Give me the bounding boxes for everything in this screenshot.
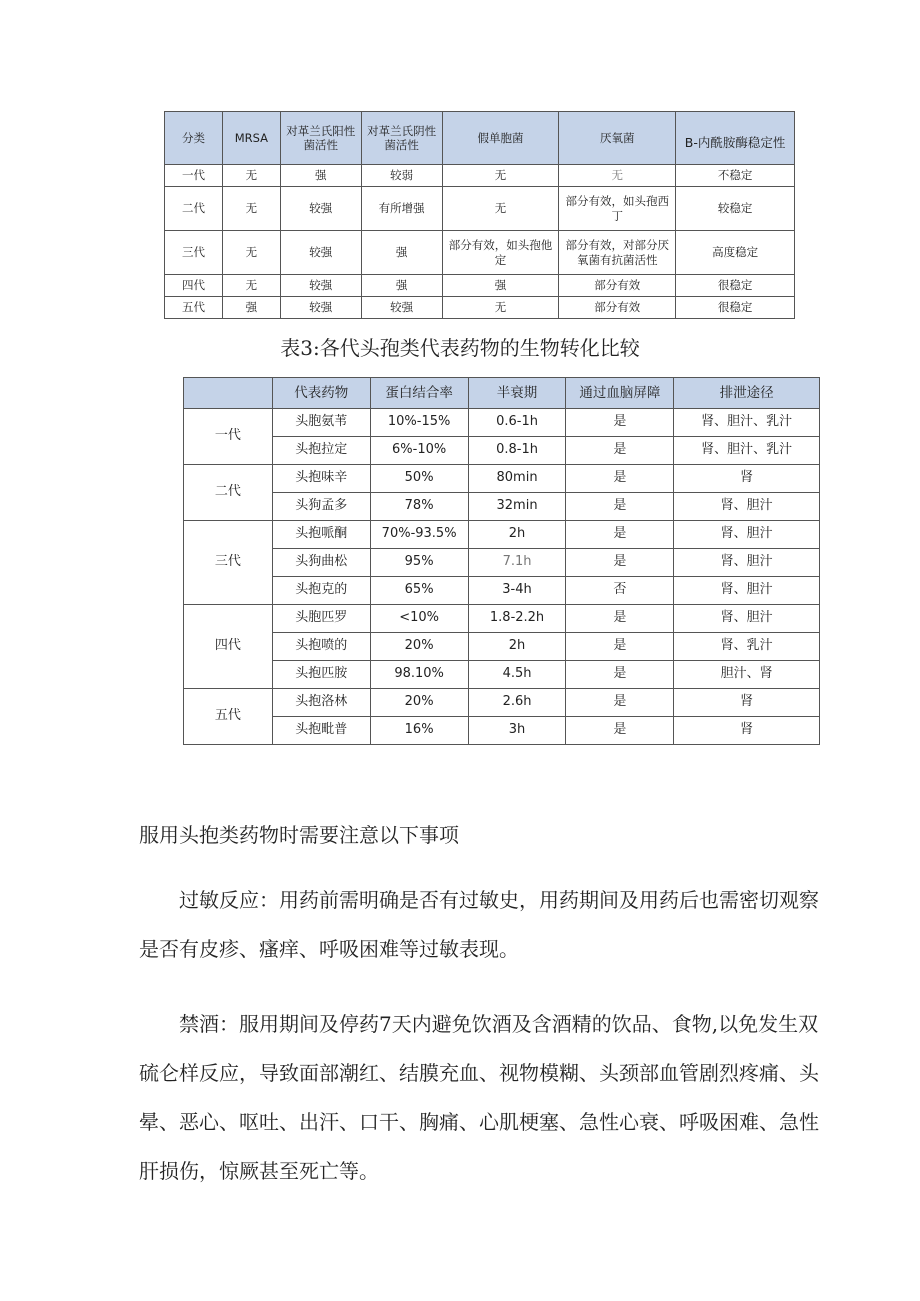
table-cell: 是 [566,717,674,745]
table-row [184,661,820,689]
table-cell: 胆汁、肾 [674,661,820,689]
table-cell: 一代 [165,165,223,187]
table-cell: 强 [442,275,559,297]
table-cell: 头狗曲松 [272,549,370,577]
table-cell: 肾 [674,465,820,493]
table-cell: 是 [566,493,674,521]
header-cell: 蛋白结合率 [370,378,468,409]
table-cell: 强 [222,297,280,319]
header-cell: 分类 [165,112,223,165]
header-cell: 排泄途径 [674,378,820,409]
table-cell: 10%-15% [370,409,468,437]
generation-cell: 五代 [184,689,273,745]
table-row [165,187,795,231]
table-cell: 3h [468,717,566,745]
table-cell: 是 [566,633,674,661]
table-cell: 无 [222,275,280,297]
table-cell: 是 [566,661,674,689]
table-cell: 3-4h [468,577,566,605]
table-cell: 不稳定 [676,165,795,187]
table-cell: 98.10% [370,661,468,689]
table-cell: 0.6-1h [468,409,566,437]
table-cell: 较弱 [361,165,442,187]
table-cell: 1.8-2.2h [468,605,566,633]
table-cell: 较强 [361,297,442,319]
table-cell: 头抱毗普 [272,717,370,745]
table-cell: 0.8-1h [468,437,566,465]
table-row [184,633,820,661]
table-cell: 78% [370,493,468,521]
table-cell: 四代 [165,275,223,297]
table-cell: 无 [222,165,280,187]
header-cell: MRSA [222,112,280,165]
table-cell: 头抱匹胺 [272,661,370,689]
table-cell: 部分有效 [559,297,676,319]
table-cell: 头胞匹罗 [272,605,370,633]
table-cell: 头抱洛林 [272,689,370,717]
table-row [184,605,820,633]
table-cell: 20% [370,689,468,717]
table-cell: 50% [370,465,468,493]
table-row [184,521,820,549]
table-cell: 肾 [674,717,820,745]
table-row [184,549,820,577]
antibacterial-spectrum-table [164,111,795,319]
table-header-row [184,378,820,409]
table-cell: 80min [468,465,566,493]
table-cell: 无 [222,231,280,275]
table-cell: 头抱味辛 [272,465,370,493]
table-cell: 头抱哌酮 [272,521,370,549]
table-row [165,231,795,275]
table-row [184,437,820,465]
table-cell: 95% [370,549,468,577]
table-row [184,577,820,605]
generation-cell: 一代 [184,409,273,465]
header-cell: 代表药物 [272,378,370,409]
table-cell: 是 [566,521,674,549]
table-cell: 高度稳定 [676,231,795,275]
allergy-paragraph: 过敏反应：用药前需明确是否有过敏史，用药期间及用药后也需密切观察是否有皮疹、瘙痒、呼吸困难等过敏表现。 [139,888,819,961]
table-cell: 4.5h [468,661,566,689]
header-cell [184,378,273,409]
table-cell: 头狗孟多 [272,493,370,521]
table-cell: 否 [566,577,674,605]
table-cell: 较强 [280,187,361,231]
table-cell: 无 [222,187,280,231]
table-cell: 强 [361,275,442,297]
table-cell: 是 [566,605,674,633]
table-cell: 是 [566,409,674,437]
table-cell: 20% [370,633,468,661]
table-cell: 16% [370,717,468,745]
table-cell: 二代 [165,187,223,231]
table-cell: 肾、胆汁 [674,577,820,605]
table-cell: 三代 [165,231,223,275]
table-cell: 肾 [674,689,820,717]
table-cell: 强 [280,165,361,187]
table-cell: 无 [559,165,676,187]
table-cell: 很稳定 [676,297,795,319]
table-cell: 肾、胆汁 [674,521,820,549]
header-cell: 通过血脑屏障 [566,378,674,409]
table-cell: 部分有效 [559,275,676,297]
table-cell: 较稳定 [676,187,795,231]
header-cell: 厌氧菌 [559,112,676,165]
table-cell: 6%-10% [370,437,468,465]
table-cell: 65% [370,577,468,605]
table-row [184,465,820,493]
table-cell: 是 [566,465,674,493]
table-caption: 表3:各代头孢类代表药物的生物转化比较 [280,336,640,360]
header-cell: 假单胞菌 [442,112,559,165]
table-row [165,165,795,187]
table-row [184,717,820,745]
table-cell: 五代 [165,297,223,319]
table-cell: 是 [566,689,674,717]
table-cell: <10% [370,605,468,633]
table-cell: 较强 [280,275,361,297]
table-row [165,297,795,319]
table-cell: 肾、胆汁 [674,549,820,577]
table-cell: 肾、乳汁 [674,633,820,661]
section-title: 服用头抱类药物时需要注意以下事项 [139,823,459,847]
table-cell: 70%-93.5% [370,521,468,549]
header-cell: 对革兰氏阳性菌活性 [280,112,361,165]
table-row [184,493,820,521]
table-cell: 较强 [280,231,361,275]
table-cell: 很稳定 [676,275,795,297]
table-cell: 头抱拉定 [272,437,370,465]
table-cell: 部分有效，如头孢他定 [442,231,559,275]
header-cell: 半衰期 [468,378,566,409]
table-cell: 肾、胆汁 [674,605,820,633]
table-cell: 是 [566,437,674,465]
table-cell: 是 [566,549,674,577]
table-cell: 头抱喷的 [272,633,370,661]
table-cell: 强 [361,231,442,275]
header-cell: 对革兰氏阴性菌活性 [361,112,442,165]
table-row [165,275,795,297]
table-cell: 无 [442,165,559,187]
table-cell: 肾、胆汁、乳汁 [674,409,820,437]
generation-cell: 三代 [184,521,273,605]
table-cell: 部分有效，如头孢西丁 [559,187,676,231]
header-cell: B-内酰胺酶稳定性 [676,112,795,165]
table-cell: 2h [468,521,566,549]
table-cell: 32min [468,493,566,521]
alcohol-paragraph: 禁酒：服用期间及停药7天内避免饮酒及含酒精的饮品、食物,以免发生双硫仑样反应，导致面部潮红、结膜充血、视物模糊、头颈部血管剧烈疼痛、头晕、恶心、呕吐、出汗、口干、胸痛、心肌梗塞、急性心衰、呼吸困难、急性肝损伤，惊厥甚至死亡等。 [139,1012,819,1183]
table-row [184,689,820,717]
table-cell: 较强 [280,297,361,319]
biotransformation-table [183,377,820,745]
table-cell: 肾、胆汁 [674,493,820,521]
generation-cell: 二代 [184,465,273,521]
table-cell: 部分有效，对部分厌氧菌有抗菌活性 [559,231,676,275]
table-cell: 肾、胆汁、乳汁 [674,437,820,465]
table-cell: 无 [442,187,559,231]
table-cell: 头抱克的 [272,577,370,605]
table-row [184,409,820,437]
table-header-row [165,112,795,165]
table-cell: 2h [468,633,566,661]
table-cell: 有所增强 [361,187,442,231]
table-cell: 头胞氨苇 [272,409,370,437]
table-cell: 7.1h [468,549,566,577]
generation-cell: 四代 [184,605,273,689]
table-cell: 无 [442,297,559,319]
table-cell: 2.6h [468,689,566,717]
